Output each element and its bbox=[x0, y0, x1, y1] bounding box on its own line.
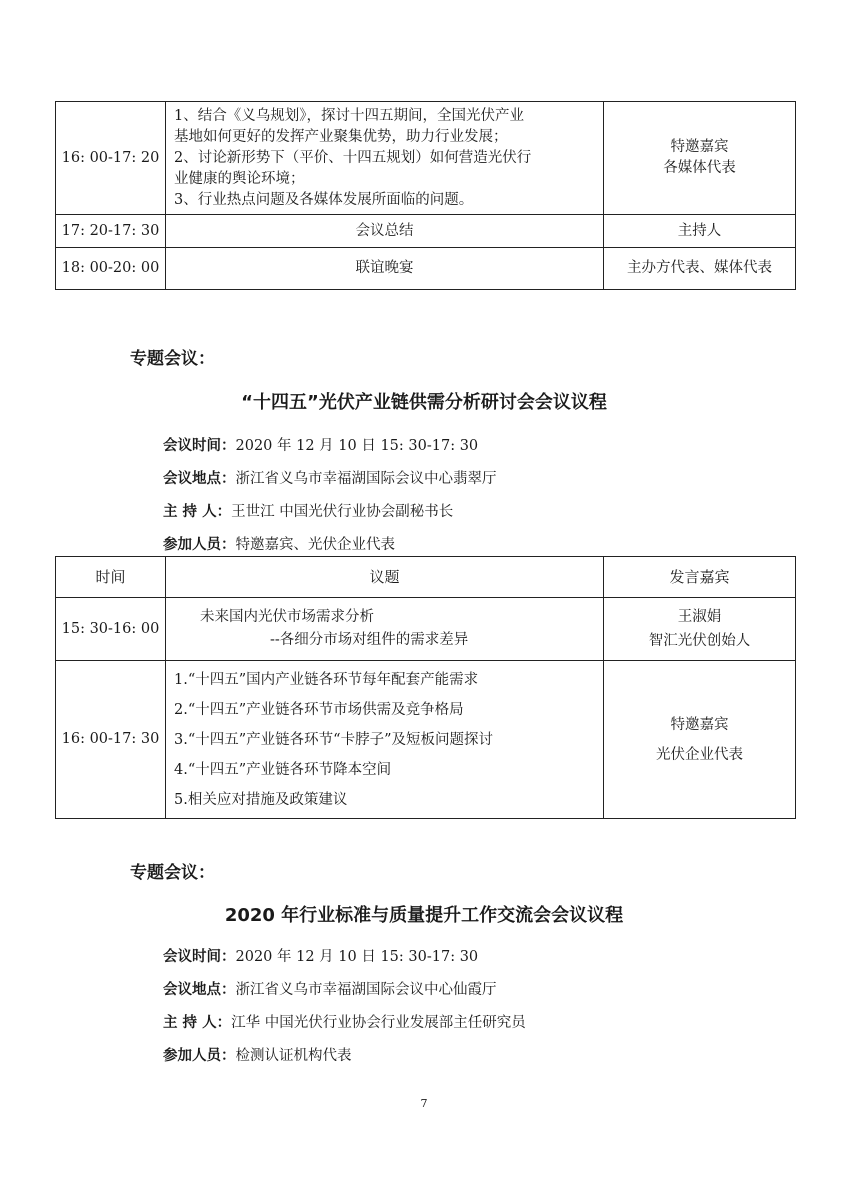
topic-cell: 会议总结 bbox=[166, 215, 604, 248]
topic-line: 1、结合《义乌规划》，探讨十四五期间，全国光伏产业 bbox=[174, 107, 524, 124]
speaker-line: 光伏企业代表 bbox=[656, 746, 743, 763]
speaker-cell bbox=[604, 661, 796, 819]
speaker-line: 特邀嘉宾 bbox=[670, 716, 729, 733]
section-title: 2020 年行业标准与质量提升工作交流会会议议程 bbox=[224, 905, 624, 926]
time-cell: 16: 00-17: 20 bbox=[56, 102, 166, 215]
meeting-time bbox=[163, 434, 478, 455]
info-value: 2020 年 12 月 10 日 15: 30-17: 30 bbox=[235, 949, 479, 965]
info-value: 浙江省义乌市幸福湖国际会议中心翡翠厅 bbox=[235, 471, 497, 487]
info-label: 参加人员： bbox=[163, 537, 236, 553]
info-label: 主 持 人： bbox=[163, 504, 232, 520]
table-row bbox=[56, 661, 796, 819]
info-value: 浙江省义乌市幸福湖国际会议中心仙霞厅 bbox=[235, 982, 497, 998]
topic-line: 未来国内光伏市场需求分析 bbox=[200, 609, 374, 625]
time-cell: 15: 30-16: 00 bbox=[56, 598, 166, 661]
meeting-host bbox=[163, 1011, 526, 1032]
info-value: 王世江 中国光伏行业协会副秘书长 bbox=[231, 504, 454, 520]
section-title: “十四五”光伏产业链供需分析研讨会会议议程 bbox=[241, 392, 607, 413]
table-row bbox=[56, 102, 796, 215]
table-row bbox=[56, 215, 796, 248]
topic-line: 基地如何更好的发挥产业聚集优势，助力行业发展； bbox=[174, 128, 508, 145]
meeting-attendees bbox=[163, 1044, 352, 1065]
topic-line: 2.“十四五”产业链各环节市场供需及竞争格局 bbox=[174, 701, 464, 718]
speaker-line: 王淑娟 bbox=[677, 609, 722, 625]
meeting-host bbox=[163, 500, 453, 521]
topic-cell bbox=[166, 102, 604, 215]
agenda-table bbox=[55, 556, 796, 819]
info-label: 会议地点： bbox=[163, 471, 236, 487]
info-value: 检测认证机构代表 bbox=[235, 1048, 352, 1064]
topic-line: 3、行业热点问题及各媒体发展所面临的问题。 bbox=[174, 191, 474, 208]
topic-line: 1.“十四五”国内产业链各环节每年配套产能需求 bbox=[174, 671, 479, 688]
topic-cell bbox=[166, 661, 604, 819]
header-topic: 议题 bbox=[166, 557, 604, 598]
info-label: 参加人员： bbox=[163, 1048, 236, 1064]
info-value: 江华 中国光伏行业协会行业发展部主任研究员 bbox=[231, 1015, 526, 1031]
topic-line: 4.“十四五”产业链各环节降本空间 bbox=[174, 761, 392, 778]
speaker-line: 智汇光伏创始人 bbox=[648, 633, 751, 649]
speaker-cell bbox=[604, 102, 796, 215]
header-speaker: 发言嘉宾 bbox=[604, 557, 796, 598]
topic-line: 2、讨论新形势下（平价、十四五规划）如何营造光伏行 bbox=[174, 149, 532, 166]
topic-line: 5.相关应对措施及政策建议 bbox=[174, 791, 348, 808]
topic-line: 3.“十四五”产业链各环节“卡脖子”及短板问题探讨 bbox=[174, 731, 493, 748]
speaker-line: 各媒体代表 bbox=[663, 160, 736, 176]
info-value: 特邀嘉宾、光伏企业代表 bbox=[235, 537, 395, 553]
info-label: 主 持 人： bbox=[163, 1015, 232, 1031]
topic-line: 业健康的舆论环境； bbox=[174, 170, 305, 187]
time-cell: 16: 00-17: 30 bbox=[56, 661, 166, 819]
section-label: 专题会议： bbox=[130, 863, 215, 883]
topic-cell bbox=[166, 598, 604, 661]
speaker-cell bbox=[604, 598, 796, 661]
speaker-cell: 主办方代表、媒体代表 bbox=[604, 248, 796, 290]
speaker-line: 特邀嘉宾 bbox=[670, 139, 729, 155]
table-header-row bbox=[56, 557, 796, 598]
page-number: 7 bbox=[420, 1097, 428, 1110]
table-row bbox=[56, 598, 796, 661]
meeting-attendees bbox=[163, 533, 395, 554]
info-value: 2020 年 12 月 10 日 15: 30-17: 30 bbox=[235, 438, 479, 454]
header-time: 时间 bbox=[56, 557, 166, 598]
topic-cell: 联谊晚宴 bbox=[166, 248, 604, 290]
section-label: 专题会议： bbox=[130, 349, 215, 369]
info-label: 会议时间： bbox=[163, 438, 236, 454]
agenda-table-continued bbox=[55, 101, 796, 290]
meeting-time bbox=[163, 945, 478, 966]
meeting-location bbox=[163, 978, 497, 999]
info-label: 会议地点： bbox=[163, 982, 236, 998]
time-cell: 18: 00-20: 00 bbox=[56, 248, 166, 290]
topic-line: --各细分市场对组件的需求差异 bbox=[270, 632, 469, 648]
info-label: 会议时间： bbox=[163, 949, 236, 965]
time-cell: 17: 20-17: 30 bbox=[56, 215, 166, 248]
table-row bbox=[56, 248, 796, 290]
speaker-cell: 主持人 bbox=[604, 215, 796, 248]
meeting-location bbox=[163, 467, 497, 488]
